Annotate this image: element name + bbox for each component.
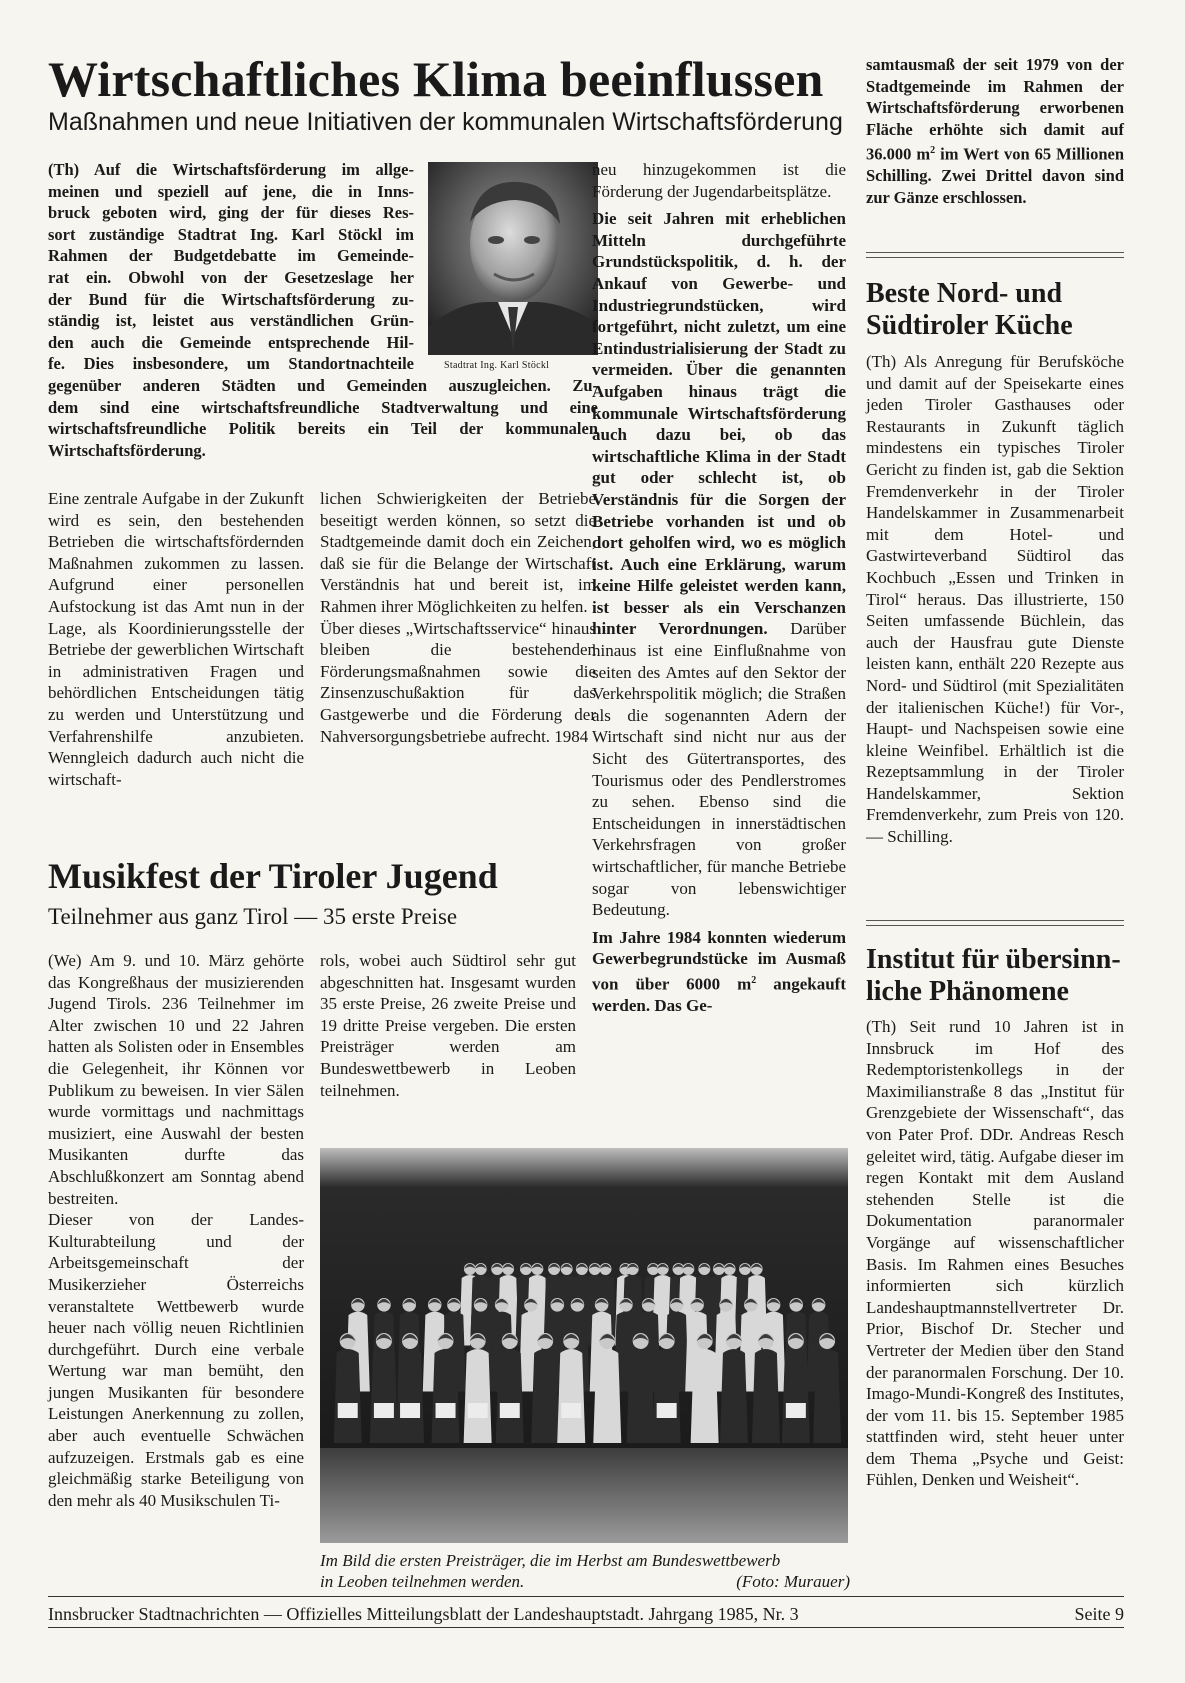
person-figure	[627, 1349, 655, 1443]
paragraph: (Th) Seit rund 10 Jahren ist in Innsbruck im Hof des Redemptoristenkollegs in der Maximilianstraße 8 das „Institut für Grenzgebiete der Wissenschaft“, das von Pater Prof. DDr. Andreas Resch geleitet wird, tätig. Aufgabe dieser im regen Kontakt mit dem Ausland stehenden Stelle ist die Dokumentation paranormaler Vorgänge auf wissenschaftlicher Basis. Im Rahmen eines Besuches informierten sich kürzlich Landeshauptmannstellvertreter Dr. Prior, Bischof Dr. Stecher und Vertreter der Medien über den Stand der paranormalen Forschung. Der 10. Imago-Mundi-Kongreß des Institutes, der vom 11. bis 15. September 1985 stattfinden wird, steht heuer unter dem Thema „Psyche und Geist: Fühlen, Denken und Weisheit“.	[866, 1017, 1124, 1490]
lead-line: (Th) Auf die Wirtschaftsförderung im allge-	[48, 160, 414, 179]
paragraph: (We) Am 9. und 10. März gehörte das Kongreßhaus der musizierenden Jugend Tirols. 236 Teilnehmer im Alter zwischen 10 und 22 Jahren hatten als Solisten oder in Ensembles die Gelegenheit, ihr Können vor Publikum zu beweisen. In vier Sälen wurde vormittags und nachmittags musiziert, eine Auswahl der besten Musikanten durfte das Abschlußkonzert am Sonntag abend bestreiten.	[48, 951, 304, 1208]
person-figure	[531, 1349, 559, 1443]
person-figure	[813, 1349, 841, 1443]
lead-line: gegenüber anderen Städten und Gemeinden auszugleichen. Zu-	[48, 376, 598, 395]
certificate	[374, 1403, 394, 1418]
article-headline-institut	[866, 944, 1126, 1008]
person-figure	[396, 1349, 424, 1443]
lead-line: rat ein. Obwohl von der Gesetzeslage her	[48, 267, 414, 287]
paragraph: Eine zentrale Aufgabe in der Zukunft wird es sein, den bestehenden Betrieben die wirtschaftsfördernden Maßnahmen zukommen zu lassen. Aufgrund einer personellen Aufstockung ist das Amt nun in der Lage, als Koordinierungsstelle der Betriebe der gewerblichen Wirtschaft in administrativen Fragen und behördlichen Entscheidungen tätig zu werden und Unterstützung und Verfahrenshilfe anzubieten. Wenngleich dadurch auch nicht die wirtschaft-	[48, 489, 304, 789]
article-body-institut	[866, 1016, 1124, 1491]
person-figure	[691, 1349, 719, 1443]
certificate	[561, 1403, 581, 1418]
headline-line: Südtiroler Küche	[866, 310, 1073, 341]
lead-line: meinen und speziell auf jene, die in Inns-	[48, 181, 414, 201]
person-figure	[432, 1349, 460, 1443]
article-body-column-4	[866, 54, 1124, 209]
paragraph: Dieser von der Landes-Kulturabteilung und der Arbeitsgemeinschaft der Musikerzieher Österreichs veranstaltete Wettbewerb wurde heuer nach völlig neuen Richtlinien durchgeführt. Durch eine verbale Wertung war man bemüht, den jungen Musikanten für besondere Leistungen Anerkennung zu zollen, aber auch eventuelle Schwächen aufzuzeigen. Erstmals gab es eine gleichmäßig starke Beteiligung von den mehr als 40 Musikschulen Ti-	[48, 1210, 304, 1510]
article-body-column-3	[592, 159, 846, 1017]
article-body-column-2	[320, 488, 596, 747]
text: Darüber hinaus ist eine Einflußnahme von seiten des Amtes auf den Sektor der Verkehrspolitik möglich; die Straßen als die sogenannten Adern der Wirtschaft sind nicht nur aus der Sicht des Gütertransportes, des Tourismus oder des Pendlerstromes zu sehen. Ebenso sind die Entscheidungen in innerstädtischen Verkehrsfragen von großer wirtschaftlicher, für manche Betriebe sogar von lebenswichtiger Bedeutung.	[592, 619, 846, 920]
lead-line: ständig ist, leistet aus verständlichen Grün-	[48, 311, 414, 331]
certificate	[436, 1403, 456, 1418]
lead-line: den auch die Gemeinde entsprechende Hil-	[48, 332, 414, 352]
article-body-column-1	[48, 488, 304, 790]
article-lead	[48, 159, 414, 375]
certificate	[786, 1403, 806, 1418]
group-photo	[320, 1148, 848, 1543]
headline-line: Institut für übersinn-	[866, 944, 1121, 975]
paragraph: Über dieses „Wirtschaftsservice“ hinaus bleiben die bestehenden Förderungsmaßnahmen sowie die Zinsenzuschußaktion für das Gastgewerbe und die Förderung der Nahversorgungsbetriebe aufrecht. 1984	[320, 618, 596, 746]
certificate	[400, 1403, 420, 1418]
paragraph	[592, 208, 846, 921]
article-body-musikfest-1	[48, 950, 304, 1511]
person-figure	[464, 1349, 492, 1443]
person-figure	[752, 1349, 780, 1443]
photo-caption	[320, 1550, 850, 1592]
column-rule	[866, 920, 1124, 926]
paragraph	[866, 54, 1124, 209]
person-figure	[370, 1349, 398, 1443]
superscript: 2	[930, 145, 936, 157]
lead-line: bruck geboten wird, ging der für dieses Res-	[48, 203, 414, 223]
certificate	[468, 1403, 488, 1418]
footer-publication: Innsbrucker Stadtnachrichten — Offizielles Mitteilungsblatt der Landeshauptstadt. Jahrgang 1985, Nr. 3	[48, 1604, 799, 1624]
page-number: Seite 9	[1074, 1604, 1124, 1624]
lead-line: Rahmen der Budgetdebatte im Gemeinde-	[48, 246, 414, 266]
article-headline-musikfest: Musikfest der Tiroler Jugend	[48, 856, 498, 896]
superscript: 2	[751, 974, 757, 986]
article-body-musikfest-2	[320, 950, 576, 1101]
article-headline-kueche	[866, 278, 1126, 342]
text: im Wert von 65 Millionen Schilling. Zwei Drittel davon sind zur Gänze erschlossen.	[866, 144, 1124, 208]
column-rule	[866, 252, 1124, 258]
person-figure	[557, 1349, 585, 1443]
caption-line: Im Bild die ersten Preisträger, die im Herbst am Bundeswettbewerb	[320, 1551, 781, 1570]
article-subhead: Maßnahmen und neue Initiativen der kommunalen Wirtschaftsförderung	[48, 108, 843, 136]
lead-line: dem sind eine wirtschaftsfreundliche Stadtverwaltung und eine	[48, 397, 598, 417]
article-body-kueche	[866, 351, 1124, 848]
article-subhead-musikfest: Teilnehmer aus ganz Tirol — 35 erste Preise	[48, 904, 458, 929]
person-figure	[496, 1349, 524, 1443]
paragraph: (Th) Als Anregung für Berufsköche und damit auf der Speisekarte eines jeden Tiroler Gasthauses oder Restaurants in Zukunft täglich mindestens ein typisches Tiroler Gericht zu finden ist, gab die Sektion Fremdenverkehr in der Tiroler Handelskammer in Zusammenarbeit mit dem Hotel- und Gastwirteverband Südtirol das Kochbuch „Essen und Trinken in Tirol“ heraus. Das illustrierte, 150 Seiten umfassende Büchlein, das auch der Hausfrau gute Dienste leisten kann, enthält 220 Rezepte aus Nord- und Südtirol (mit Spezialitäten der italienischen Küche!) für Vor-, Haupt- und Nachspeisen sowie eine kleine Weinfibel. Erhältlich ist die Rezeptsammlung in der Tiroler Handelskammer, Sektion Fremdenverkehr, zum Preis von 120.— Schilling.	[866, 352, 1124, 847]
paragraph	[592, 927, 846, 1017]
headline-line: Beste Nord- und	[866, 278, 1063, 309]
certificate	[338, 1403, 358, 1418]
paragraph: lichen Schwierigkeiten der Betriebe beseitigt werden können, so setzt die Stadtgemeinde damit doch ein Zeichen, daß sie für die Belange der Wirtschaft Verständnis hat und bereit ist, im Rahmen ihrer Möglichkeiten zu helfen.	[320, 489, 596, 616]
portrait-caption: Stadtrat Ing. Karl Stöckl	[444, 360, 550, 371]
text: samtausmaß der seit 1979 von der Stadtgemeinde im Rahmen der Wirtschaftsförderung erworbenen Fläche erhöhte sich damit auf 36.000 m	[866, 55, 1124, 164]
caption-line-2	[320, 1571, 850, 1592]
text: Im Jahre 1984 konnten wiederum Gewerbegrundstücke im Ausmaß von über 6000 m	[592, 927, 846, 994]
portrait-photo	[428, 162, 598, 355]
paragraph: rols, wobei auch Südtirol sehr gut abgeschnitten hat. Insgesamt wurden 35 erste Preise, 26 zweite Preise und 19 dritte Preise vergeben. Die ersten Preisträger werden am Bundeswettbewerb in Leoben teilnehmen.	[320, 951, 576, 1100]
lead-line: der Bund für die Wirtschaftsförderung zu-	[48, 289, 414, 309]
person-figure	[720, 1349, 748, 1443]
footer-rule	[48, 1627, 1124, 1628]
text: angekauft werden. Das Ge-	[592, 974, 847, 1016]
lead-line: Wirtschaftsförderung.	[48, 440, 206, 460]
photo-credit: (Foto: Murauer)	[736, 1572, 850, 1591]
bold-text: Die seit Jahren mit erheblichen Mitteln durchgeführte Grundstückspolitik, d. h. der Ankauf von Gewerbe- und Industriegrundstücken, wird fortgeführt, nicht zuletzt, um eine Entindustrialisierung der Stadt zu vermeiden. Über die genannten Aufgaben hinaus trägt die kommunale Wirtschaftsförderung auch dazu bei, ob das wirtschaftliche Klima in der Stadt gut oder schlecht ist, ob Verständnis für die Sorgen der Betriebe vorhanden ist und ob dort geholfen wird, wo es möglich ist. Auch eine Erklärung, warum keine Hilfe geleistet werden kann, ist besser als ein Verschanzen hinter Verordnungen.	[592, 209, 846, 639]
person-figure	[653, 1349, 681, 1443]
person-figure	[782, 1349, 810, 1443]
lead-line: fe. Dies insbesondere, um Standortnachteile	[48, 354, 414, 374]
footer-rule	[48, 1596, 1124, 1597]
lead-line: wirtschaftsfreundliche Politik bereits ein Teil der kommunalen	[48, 419, 598, 439]
article-headline: Wirtschaftliches Klima beeinflussen	[48, 51, 824, 107]
person-figure	[334, 1349, 362, 1443]
lead-line: sort zuständige Stadtrat Ing. Karl Stöckl im	[48, 224, 414, 244]
certificate	[500, 1403, 520, 1418]
article-lead-continued	[48, 375, 598, 461]
paragraph: neu hinzugekommen ist die Förderung der Jugendarbeitsplätze.	[592, 160, 846, 201]
headline-line: liche Phänomene	[866, 976, 1069, 1007]
person-figure	[593, 1349, 621, 1443]
certificate	[657, 1403, 677, 1418]
caption-text: in Leoben teilnehmen werden.	[320, 1572, 525, 1591]
